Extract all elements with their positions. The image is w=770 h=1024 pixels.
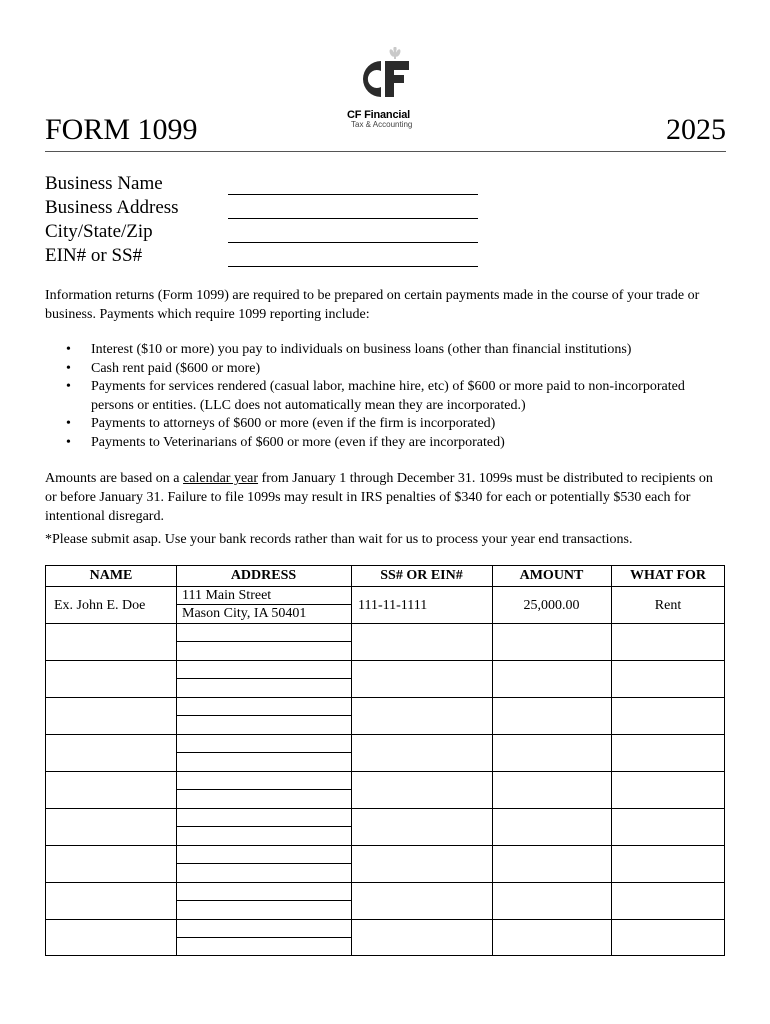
address-subline bbox=[176, 715, 351, 716]
example-address-line2: Mason City, IA 50401 bbox=[182, 606, 307, 621]
list-item: • Payments for services rendered (casual labor, machine hire, etc) of $600 or more paid to non-incorporated persons or entities. (LLC does not automatically mean they are incorporated.) bbox=[66, 378, 716, 415]
list-item: • Payments to attorneys of $600 or more (even if the firm is incorporated) bbox=[66, 415, 716, 434]
amounts-paragraph bbox=[45, 469, 725, 526]
city-state-zip-label: City/State/Zip bbox=[45, 221, 153, 242]
payment-types-list bbox=[66, 341, 716, 453]
address-subline bbox=[176, 826, 351, 827]
row-divider bbox=[46, 734, 724, 735]
business-address-label: Business Address bbox=[45, 197, 179, 218]
company-logo bbox=[337, 47, 433, 131]
column-divider bbox=[492, 566, 493, 955]
row-divider bbox=[46, 882, 724, 883]
row-divider bbox=[46, 845, 724, 846]
address-subline bbox=[176, 641, 351, 642]
example-what-for: Rent bbox=[654, 598, 682, 613]
business-address-field[interactable] bbox=[228, 218, 478, 219]
list-item: • Payments to Veterinarians of $600 or more (even if they are incorporated) bbox=[66, 434, 716, 453]
row-divider bbox=[46, 586, 724, 587]
address-subline bbox=[176, 937, 351, 938]
amounts-text-start: Amounts are based on a bbox=[45, 471, 184, 486]
column-header-amount: AMOUNT bbox=[519, 568, 584, 583]
ein-ss-label: EIN# or SS# bbox=[45, 245, 143, 266]
example-amount: 25,000.00 bbox=[523, 598, 580, 613]
row-divider bbox=[46, 919, 724, 920]
payee-table bbox=[45, 565, 725, 956]
logo-tagline: Tax & Accounting bbox=[351, 120, 413, 129]
amounts-text-end: from January 1 through December 31. 1099s must be distributed to recipients on or before January 31. Failure to file 1099s may result in IRS penalties of $340 for each or potentially $530 each for intentional disregard. bbox=[45, 471, 713, 524]
address-subline bbox=[176, 752, 351, 753]
column-header-id: SS# OR EIN# bbox=[380, 568, 463, 583]
column-divider bbox=[176, 566, 177, 955]
city-state-zip-field[interactable] bbox=[228, 242, 478, 243]
form-title: FORM 1099 bbox=[45, 113, 198, 146]
logo-brand-name: CF Financial bbox=[347, 109, 410, 121]
example-name: Ex. John E. Doe bbox=[54, 598, 146, 613]
intro-paragraph: Information returns (Form 1099) are required to be prepared on certain payments made in the course of your trade or business. Payments which require 1099 reporting include: bbox=[45, 288, 700, 322]
column-divider bbox=[351, 566, 352, 955]
column-header-name: NAME bbox=[89, 568, 133, 583]
business-name-label: Business Name bbox=[45, 173, 163, 194]
column-divider bbox=[611, 566, 612, 955]
row-divider bbox=[46, 697, 724, 698]
row-divider bbox=[46, 623, 724, 624]
ein-ss-field[interactable] bbox=[228, 266, 478, 267]
cf-logo-icon bbox=[350, 47, 420, 111]
address-subline bbox=[176, 863, 351, 864]
address-subline bbox=[176, 789, 351, 790]
submit-note: *Please submit asap. Use your bank records rather than wait for us to process your year end transactions. bbox=[45, 532, 633, 547]
example-address-line1: 111 Main Street bbox=[182, 588, 272, 603]
row-divider bbox=[46, 808, 724, 809]
address-subline bbox=[176, 604, 351, 605]
address-subline bbox=[176, 900, 351, 901]
title-divider bbox=[45, 151, 726, 152]
list-item: • Interest ($10 or more) you pay to individuals on business loans (other than financial institutions) bbox=[66, 341, 716, 360]
business-name-field[interactable] bbox=[228, 194, 478, 195]
address-subline bbox=[176, 678, 351, 679]
row-divider bbox=[46, 660, 724, 661]
calendar-year-emphasis: calendar year bbox=[183, 471, 259, 486]
list-item: • Cash rent paid ($600 or more) bbox=[66, 360, 716, 379]
row-divider bbox=[46, 771, 724, 772]
column-header-what-for: WHAT FOR bbox=[629, 568, 707, 583]
example-id: 111-11-1111 bbox=[358, 598, 428, 613]
column-header-address: ADDRESS bbox=[230, 568, 297, 583]
form-year: 2025 bbox=[666, 113, 726, 146]
